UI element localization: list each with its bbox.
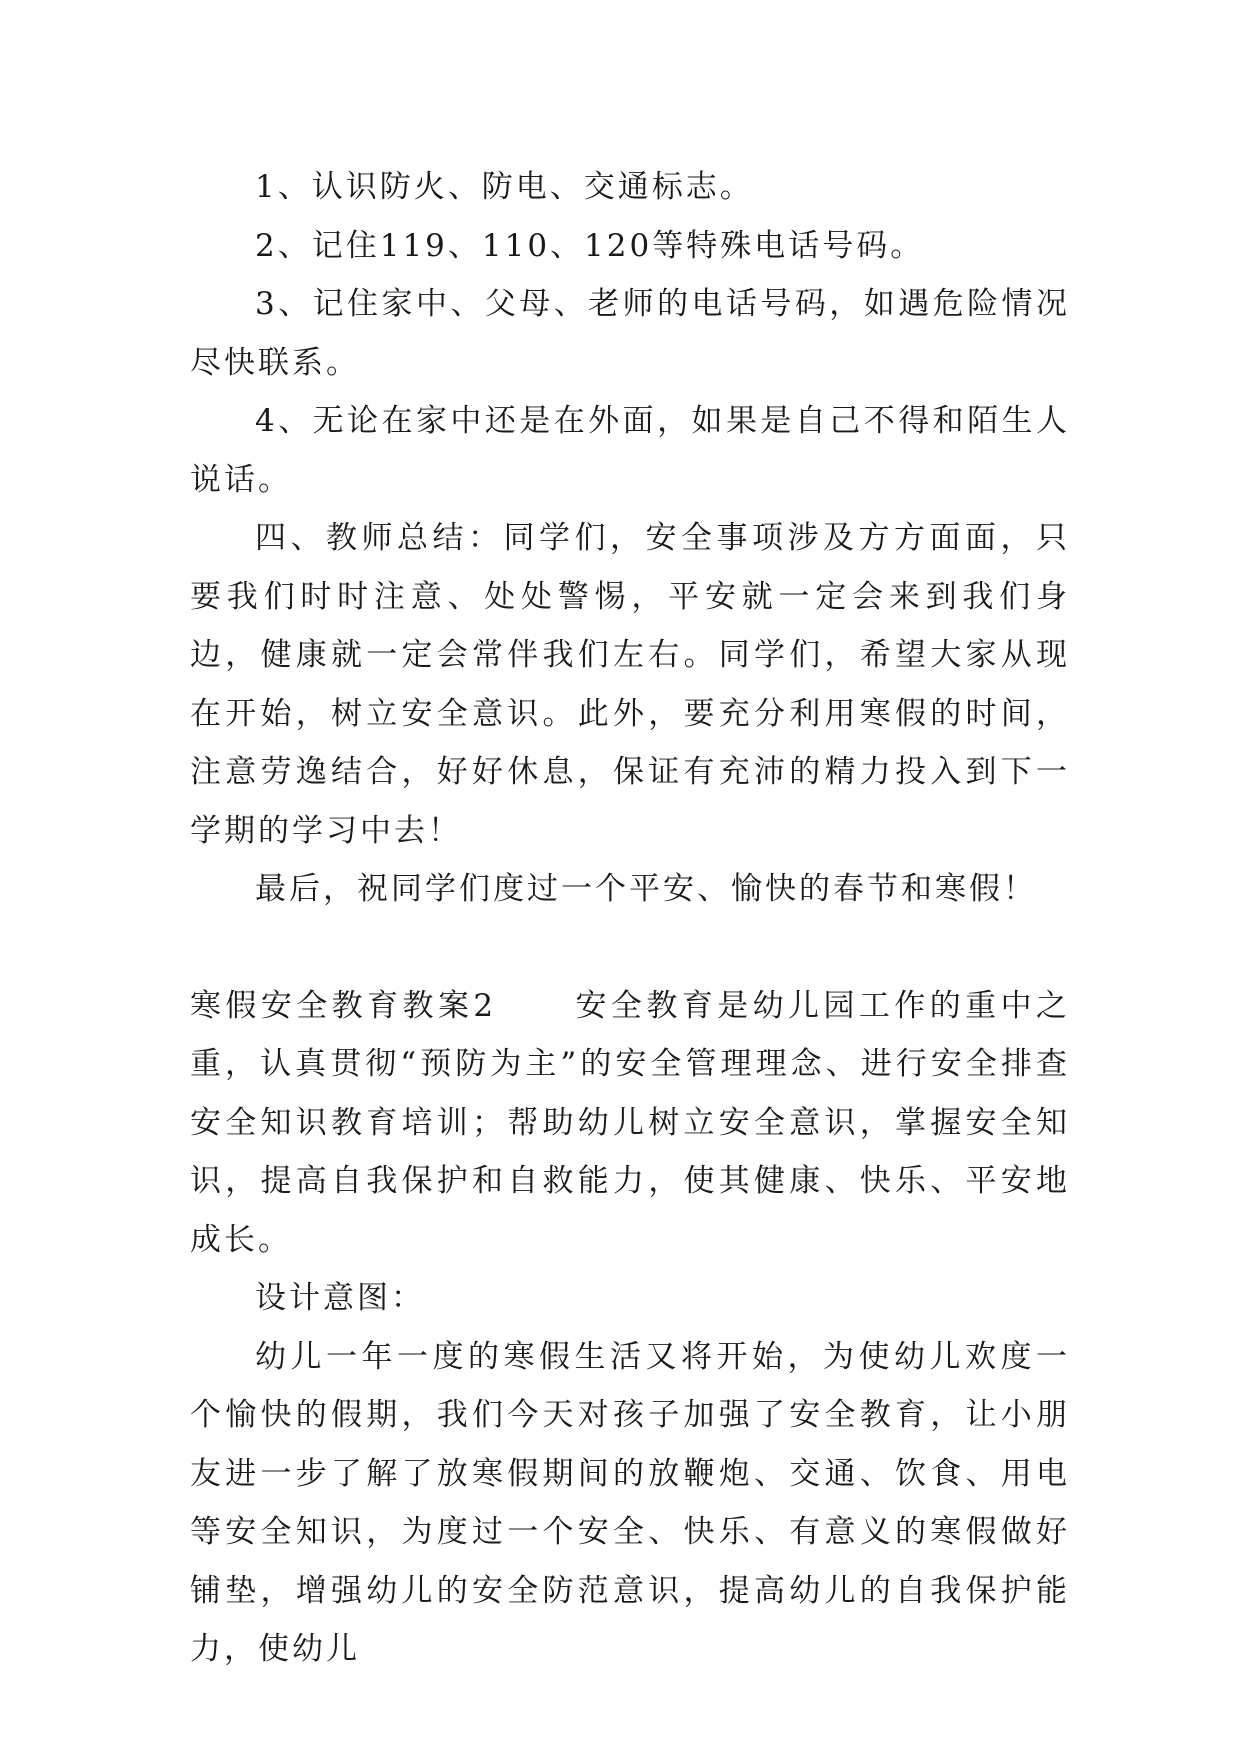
section-spacer: [190, 919, 1070, 977]
list-item-3: 3、记住家中、父母、老师的电话号码，如遇危险情况尽快联系。: [190, 286, 1070, 381]
design-paragraph: 幼儿一年一度的寒假生活又将开始，为使幼儿欢度一个愉快的假期，我们今天对孩子加强了安全教育，让小朋友进一步了解了放寒假期间的放鞭炮、交通、饮食、用电等安全知识，为度过一个安全、快乐、有意义的寒假做好铺垫，增强幼儿的安全防范意识，提高幼儿的自我保护能力，使幼儿: [190, 1338, 1070, 1667]
document-body: [190, 158, 1070, 1679]
section2-intro-paragraph: [190, 977, 1070, 1270]
closing-paragraph: 最后，祝同学们度过一个平安、愉快的春节和寒假！: [255, 871, 1037, 907]
teacher-summary-paragraph: 四、教师总结：同学们，安全事项涉及方方面面，只要我们时时注意、处处警惕，平安就一定会来到我们身边，健康就一定会常伴我们左右。同学们，希望大家从现在开始，树立安全意识。此外，要充分利用寒假的时间，注意劳逸结合，好好休息，保证有充沛的精力投入到下一学期的学习中去！: [190, 520, 1070, 849]
list-item-2: 2、记住119、110、120等特殊电话号码。: [255, 227, 925, 264]
design-heading: 设计意图：: [255, 1280, 425, 1316]
section2-intro: 安全教育是幼儿园工作的重中之重，认真贯彻“预防为主”的安全管理理念、进行安全排查安全知识教育培训；帮助幼儿树立安全意识，掌握安全知识，提高自我保护和自救能力，使其健康、快乐、平安地成长。: [190, 987, 1070, 1258]
list-item-4: 4、无论在家中还是在外面，如果是自己不得和陌生人说话。: [190, 403, 1070, 498]
section2-title: 寒假安全教育教案2: [190, 987, 497, 1024]
list-item-1: 1、认识防火、防电、交通标志。: [255, 169, 754, 205]
